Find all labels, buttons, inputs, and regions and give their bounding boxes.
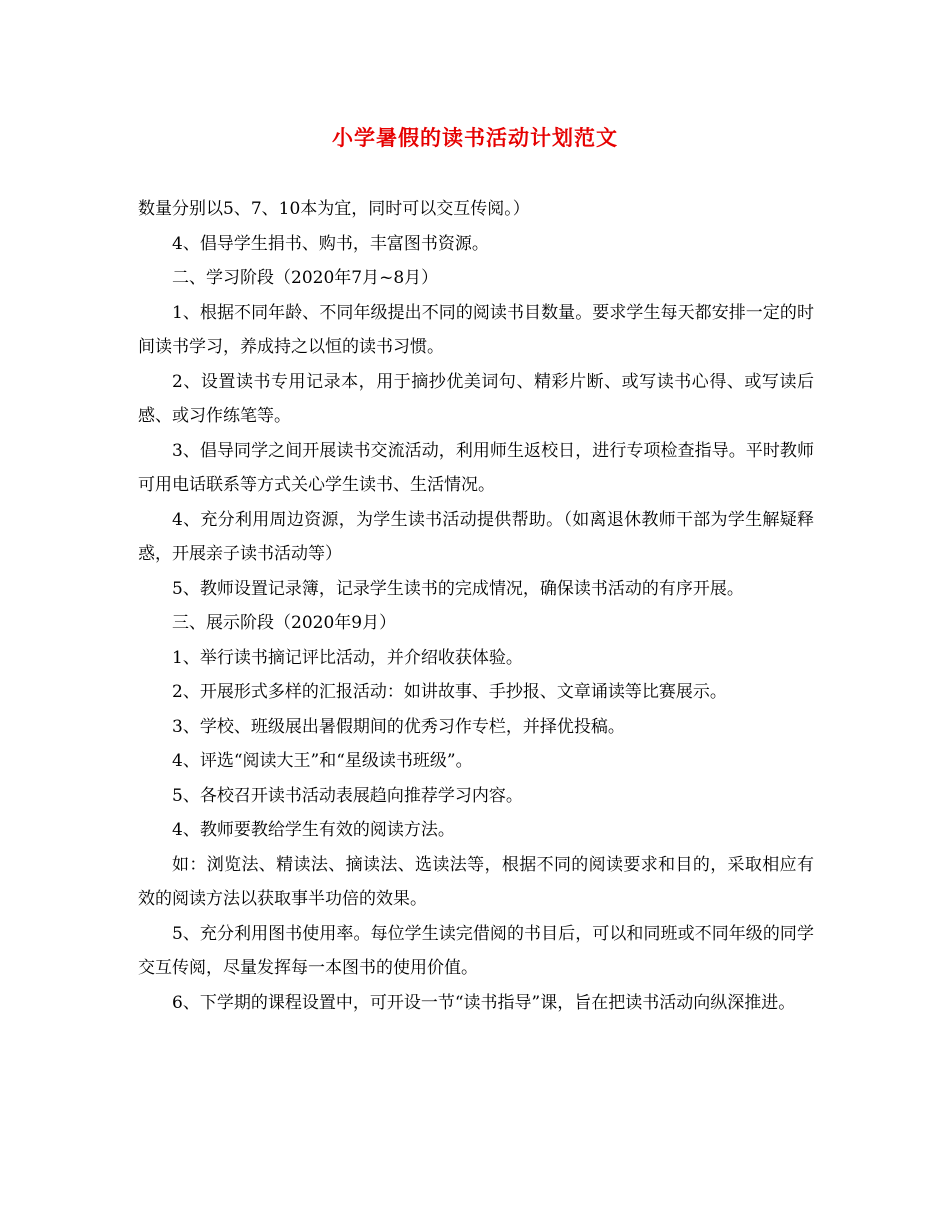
paragraph: 6、下学期的课程设置中，可开设一节“读书指导”课，旨在把读书活动向纵深推进。 <box>172 992 796 1013</box>
section-heading: 三、展示阶段（2020年9月） <box>172 613 397 633</box>
paragraph: 数量分别以5、7、10本为宜，同时可以交互传阅。） <box>138 199 530 219</box>
paragraph: 1、根据不同年龄、不同年级提出不同的阅读书目数量。要求学生每天都安排一定的时间读书学习，养成持之以恒的读书习惯。 <box>138 302 814 357</box>
paragraph: 2、开展形式多样的汇报活动：如讲故事、手抄报、文章诵读等比赛展示。 <box>172 682 727 702</box>
paragraph: 2、设置读书专用记录本，用于摘抄优美词句、精彩片断、或写读书心得、或写读后感、或习作练笔等。 <box>138 371 814 426</box>
paragraph: 4、充分利用周边资源，为学生读书活动提供帮助。（如离退休教师干部为学生解疑释惑，开展亲子读书活动等） <box>138 509 814 564</box>
paragraph: 4、教师要教给学生有效的阅读方法。 <box>172 820 455 840</box>
paragraph: 1、举行读书摘记评比活动，并介绍收获体验。 <box>172 647 523 668</box>
paragraph: 5、教师设置记录簿，记录学生读书的完成情况，确保读书活动的有序开展。 <box>172 578 744 599</box>
document-body <box>138 192 814 1020</box>
paragraph: 4、倡导学生捐书、购书，丰富图书资源。 <box>172 233 489 254</box>
paragraph: 3、倡导同学之间开展读书交流活动，利用师生返校日，进行专项检查指导。平时教师可用电话联系等方式关心学生读书、生活情况。 <box>138 440 814 495</box>
paragraph: 5、充分利用图书使用率。每位学生读完借阅的书目后，可以和同班或不同年级的同学交互传阅，尽量发挥每一本图书的使用价值。 <box>138 923 814 978</box>
paragraph: 5、各校召开读书活动表展趋向推荐学习内容。 <box>172 785 523 806</box>
paragraph: 如：浏览法、精读法、摘读法、选读法等，根据不同的阅读要求和目的，采取相应有效的阅读方法以获取事半功倍的效果。 <box>138 854 814 909</box>
section-heading: 二、学习阶段（2020年7月~8月） <box>172 268 439 288</box>
paragraph: 4、评选“阅读大王”和“星级读书班级”。 <box>172 751 473 771</box>
paragraph: 3、学校、班级展出暑假期间的优秀习作专栏，并择优投稿。 <box>172 716 625 737</box>
page-title: 小学暑假的读书活动计划范文 <box>332 125 618 150</box>
